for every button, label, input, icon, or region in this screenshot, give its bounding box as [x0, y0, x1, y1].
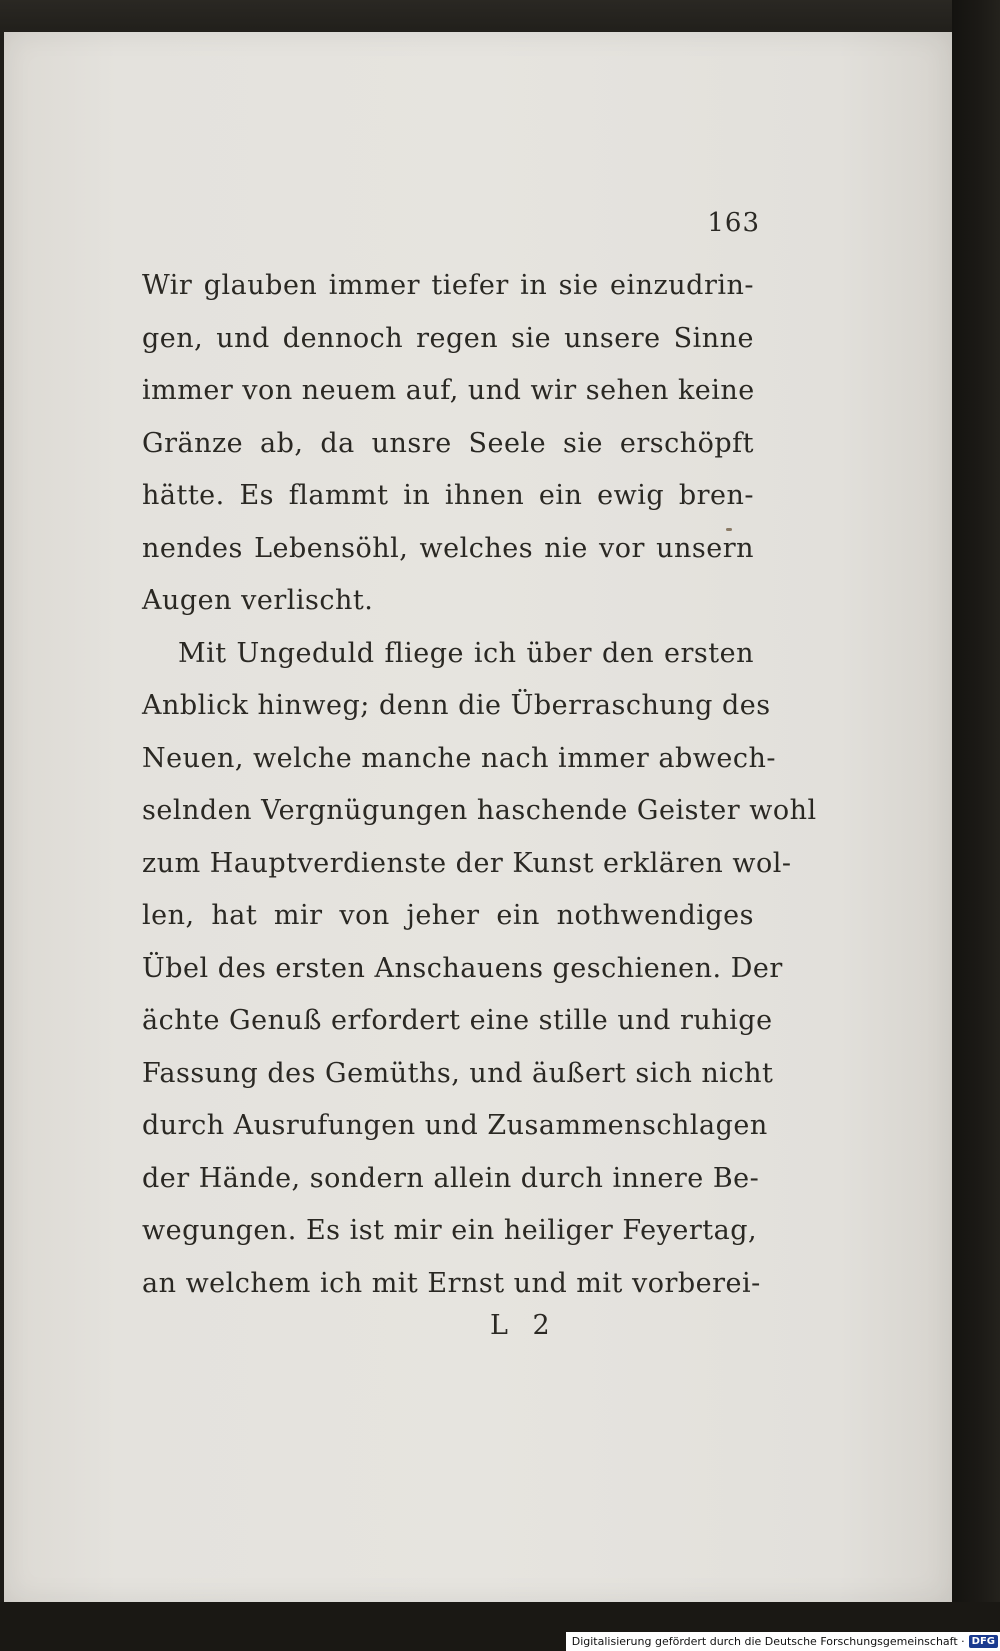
- text-line: gen, und dennoch regen sie unsere Sinne: [142, 322, 754, 354]
- text-line: hätte. Es flammt in ihnen ein ewig bren-: [142, 480, 754, 511]
- body-text: [142, 260, 817, 1310]
- book-edge: [952, 0, 1000, 1620]
- dfg-logo-icon: DFG: [969, 1635, 998, 1648]
- footer-credit: Digitalisierung gefördert durch die Deutsche Forschungsgemeinschaft ·: [571, 1635, 965, 1648]
- page-number: 163: [707, 208, 760, 238]
- text-line: Wir glauben immer tiefer in sie einzudrin-: [142, 270, 754, 301]
- text-line: nendes Lebensöhl, welches nie vor unsern: [142, 532, 754, 564]
- text-line: immer von neuem auf, und wir sehen keine: [142, 375, 755, 406]
- text-line: Übel des ersten Anschauens geschienen. Der: [142, 952, 783, 984]
- text-line: Neuen, welche manche nach immer abwech-: [142, 742, 776, 774]
- text-line: Mit Ungeduld fliege ich über den ersten: [178, 637, 754, 669]
- text-line: Fassung des Gemüths, und äußert sich nicht: [142, 1057, 774, 1089]
- text-line: Anblick hinweg; denn die Überraschung des: [142, 690, 771, 721]
- text-line: selnden Vergnügungen haschende Geister wohl: [142, 795, 817, 826]
- text-line: ächte Genuß erfordert eine stille und ruhige: [142, 1005, 773, 1036]
- text-line: zum Hauptverdienste der Kunst erklären wol-: [142, 847, 792, 879]
- text-line: Augen verlischt.: [142, 585, 374, 616]
- text-line: an welchem ich mit Ernst und mit vorberei-: [142, 1267, 761, 1299]
- text-line: durch Ausrufungen und Zusammenschlagen: [142, 1110, 768, 1141]
- text-line: der Hände, sondern allein durch innere Be-: [142, 1162, 760, 1194]
- digitization-footer: [566, 1632, 1000, 1651]
- text-line: len, hat mir von jeher ein nothwendiges: [142, 900, 754, 931]
- sheet-signature: L 2: [490, 1310, 558, 1341]
- text-line: wegungen. Es ist mir ein heiliger Feyertag,: [142, 1215, 758, 1246]
- text-line: Gränze ab, da unsre Seele sie erschöpft: [142, 427, 754, 459]
